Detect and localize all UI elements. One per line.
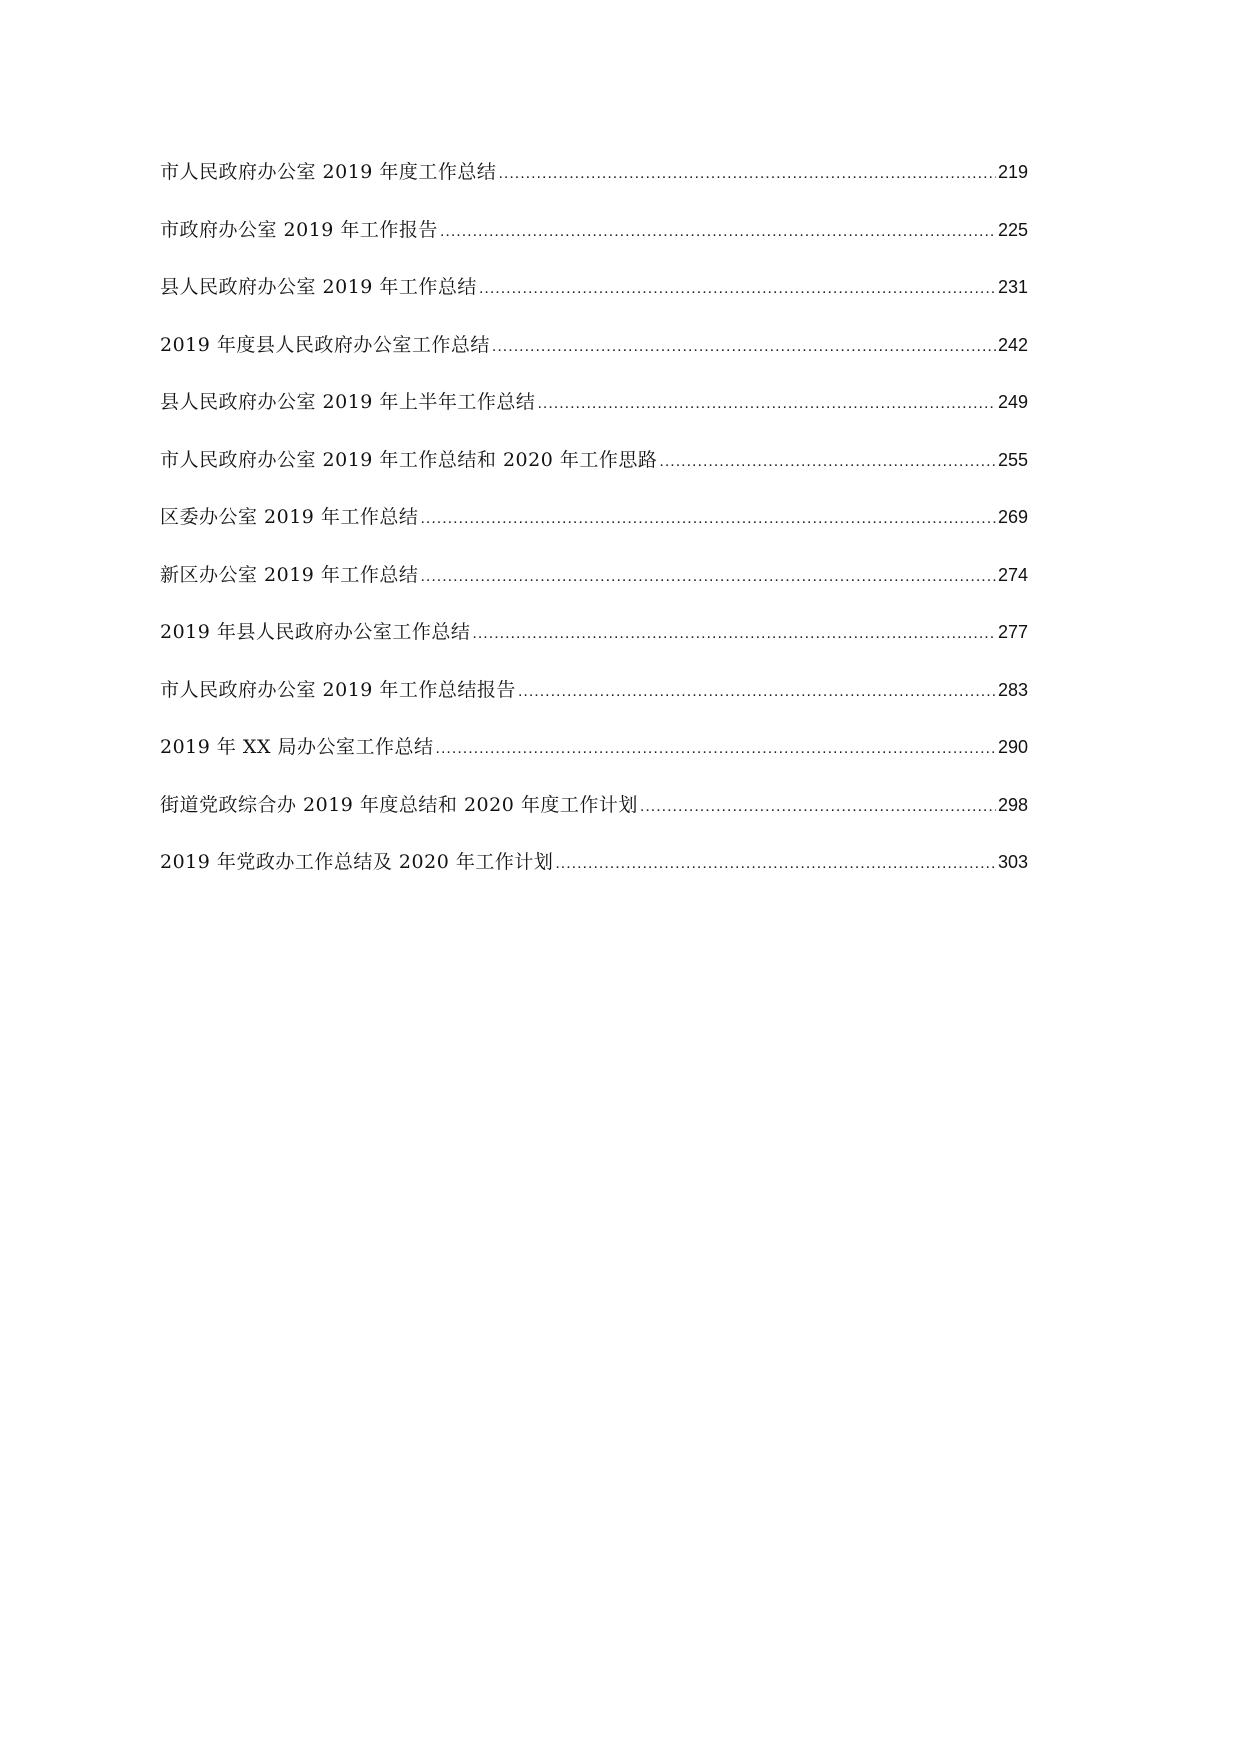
toc-dot-leader (420, 507, 996, 531)
toc-entry[interactable] (160, 793, 1028, 851)
toc-entry[interactable] (160, 275, 1028, 333)
toc-entry[interactable] (160, 505, 1028, 563)
toc-page-number: 219 (997, 162, 1028, 182)
toc-entry[interactable] (160, 448, 1028, 506)
toc-entry[interactable] (160, 218, 1028, 276)
toc-dot-leader (640, 795, 996, 819)
toc-entry[interactable] (160, 563, 1028, 621)
toc-dot-leader (440, 220, 996, 244)
toc-entry-title: 新区办公室 2019 年工作总结 (160, 563, 419, 586)
toc-dot-leader (659, 450, 996, 474)
toc-page-number: 249 (997, 392, 1028, 412)
table-of-contents (160, 160, 1028, 908)
toc-page-number: 283 (997, 679, 1028, 700)
toc-page-number: 242 (997, 334, 1028, 355)
toc-entry-title: 2019 年党政办工作总结及 2020 年工作计划 (160, 851, 554, 873)
toc-entry[interactable] (160, 390, 1028, 448)
toc-entry-title: 街道党政综合办 2019 年度总结和 2020 年度工作计划 (160, 793, 638, 816)
toc-entry-title: 2019 年 XX 局办公室工作总结 (160, 736, 434, 758)
toc-page-number: 255 (997, 449, 1028, 470)
toc-page-number: 290 (997, 737, 1028, 757)
toc-entry[interactable] (160, 735, 1028, 793)
toc-entry[interactable] (160, 160, 1028, 218)
toc-entry[interactable] (160, 620, 1028, 678)
toc-entry-title: 2019 年县人民政府办公室工作总结 (160, 621, 471, 643)
toc-dot-leader (498, 162, 996, 186)
toc-page-number: 298 (997, 794, 1028, 815)
toc-dot-leader (436, 737, 996, 761)
toc-dot-leader (555, 852, 996, 876)
toc-dot-leader (479, 277, 996, 301)
toc-entry-title: 市政府办公室 2019 年工作报告 (160, 218, 438, 241)
toc-dot-leader (472, 622, 996, 646)
toc-entry-title: 县人民政府办公室 2019 年上半年工作总结 (160, 391, 536, 413)
toc-page-number: 303 (997, 852, 1028, 872)
toc-entry-title: 市人民政府办公室 2019 年工作总结报告 (160, 678, 516, 701)
toc-entry-title: 2019 年度县人民政府办公室工作总结 (160, 333, 490, 356)
toc-entry[interactable] (160, 678, 1028, 736)
toc-dot-leader (518, 680, 996, 704)
toc-entry[interactable] (160, 333, 1028, 391)
toc-page-number: 225 (997, 219, 1028, 240)
toc-entry-title: 市人民政府办公室 2019 年工作总结和 2020 年工作思路 (160, 448, 658, 471)
toc-entry[interactable] (160, 850, 1028, 908)
toc-page-number: 231 (997, 277, 1028, 297)
toc-entry-title: 区委办公室 2019 年工作总结 (160, 506, 419, 528)
toc-dot-leader (537, 392, 996, 416)
toc-dot-leader (420, 565, 996, 589)
toc-page-number: 277 (997, 622, 1028, 642)
toc-entry-title: 县人民政府办公室 2019 年工作总结 (160, 276, 477, 298)
toc-page-number: 274 (997, 564, 1028, 585)
toc-page-number: 269 (997, 507, 1028, 527)
toc-dot-leader (492, 335, 996, 359)
toc-entry-title: 市人民政府办公室 2019 年度工作总结 (160, 161, 497, 183)
